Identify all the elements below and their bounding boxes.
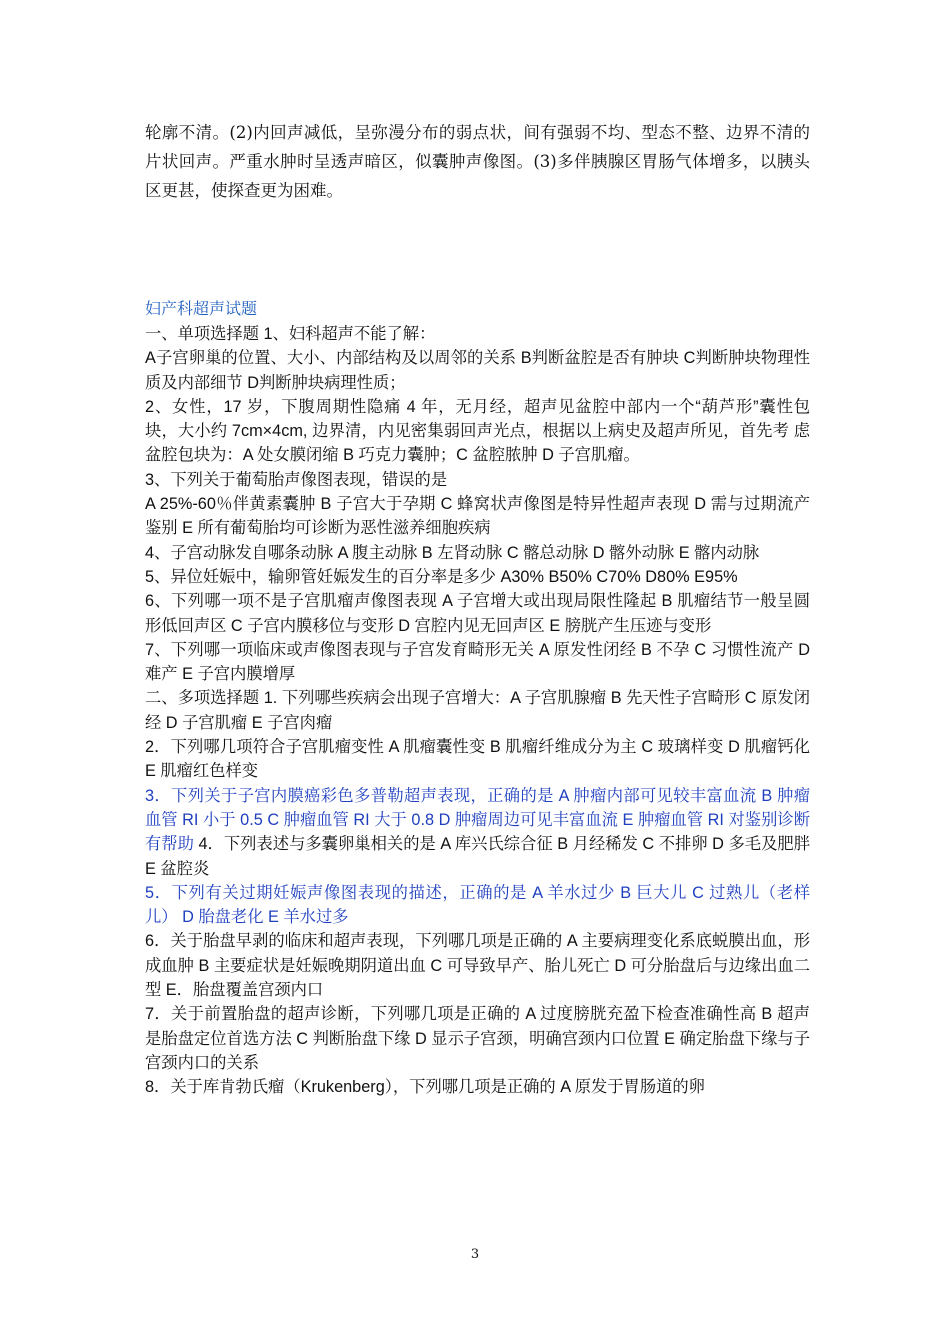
highlighted-question-text: 3．下列关于子宫内膜癌彩色多普勒超声表现，正确的是 A 肿瘤内部可见较丰富血流 B 肿瘤血管 RI 小于 0.5 C 肿瘤血管 RI 大于 0.8 D 肿瘤周边可见丰富血流 E 肿瘤血管 RI 对鉴别诊断有帮助	[145, 786, 810, 854]
question-item: 2．下列哪几项符合子宫肌瘤变性 A 肌瘤囊性变 B 肌瘤纤维成分为主 C 玻璃样变 D 肌瘤钙化 E 肌瘤红色样变	[145, 738, 810, 781]
question-item: 7、下列哪一项临床或声像图表现与子宫发育畸形无关 A 原发性闭经 B 不孕 C 习惯性流产 D 难产 E 子宫内膜增厚	[145, 640, 810, 684]
question-list	[145, 322, 810, 1100]
question-item: 6．关于胎盘早剥的临床和超声表现，下列哪几项是正确的 A 主要病理变化系底蜕膜出血，形成血肿 B 主要症状是妊娠晚期阴道出血 C 可导致早产、胎儿死亡 D 可分胎盘后与边缘出血二型 E．胎盘覆盖宫颈内口	[145, 932, 810, 1000]
question-item-highlighted: 5．下列有关过期妊娠声像图表现的描述，正确的是 A 羊水过少 B 巨大儿 C 过熟儿（老样儿） D 胎盘老化 E 羊水过多	[145, 883, 810, 927]
question-item: 一、单项选择题 1、妇科超声不能了解：	[145, 325, 436, 343]
question-item-highlighted	[145, 784, 810, 881]
question-item-tail: 4．下列表述与多囊卵巢相关的是 A 库兴氏综合征 B 月经稀发 C 不排卵 D 多毛及肥胖 E 盆腔炎	[145, 835, 810, 878]
section-title: 妇产科超声试题	[145, 301, 258, 318]
question-item: 7．关于前置胎盘的超声诊断，下列哪几项是正确的 A 过度膀胱充盈下检查准确性高 B 超声是胎盘定位首选方法 C 判断胎盘下缘 D 显示子宫颈，明确宫颈内口位置 E 确定胎盘下缘与子宫颈内口的关系	[145, 1005, 810, 1072]
question-item: 2、女性，17 岁，下腹周期性隐痛 4 年，无月经，超声见盆腔中部内一个“葫芦形”囊性包 块，大小约 7cm×4cm, 边界清，内见密集弱回声光点，根据以上病史及超声所见，首先考 虑盆腔包块为：A 处女膜闭缩 B 巧克力囊肿；C 盆腔脓肿 D 子宫肌瘤。	[145, 397, 810, 465]
question-item: 5、异位妊娠中，输卵管妊娠发生的百分率是多少 A30% B50% C70% D80% E95%	[145, 567, 738, 586]
intro-text: 轮廓不清。(2)内回声减低，呈弥漫分布的弱点状，间有强弱不均、型态不整、边界不清的片状回声。严重水肿时呈透声暗区，似囊肿声像图。(3)多伴胰腺区胃肠气体增多，以胰头区更甚，使探查更为困难。	[145, 123, 810, 200]
question-item: A子宫卵巢的位置、大小、内部结构及以周邻的关系 B判断盆腔是否有肿块 C判断肿块物理性质及内部细节 D判断肿块病理性质；	[145, 349, 810, 392]
question-item: 8．关于库肯勃氏瘤（Krukenberg），下列哪几项是正确的 A 原发于胃肠道的卵	[145, 1078, 705, 1097]
question-item: A 25%-60％伴黄素囊肿 B 子宫大于孕期 C 蜂窝状声像图是特异性超声表现 D 需与过期流产鉴别 E 所有葡萄胎均可诊断为恶性滋养细胞疾病	[145, 495, 810, 538]
question-item: 6、下列哪一项不是子宫肌瘤声像图表现 A 子宫增大或出现局限性隆起 B 肌瘤结节一般呈圆形低回声区 C 子宫内膜移位与变形 D 宫腔内见无回声区 E 膀胱产生压迹与变形	[145, 592, 810, 635]
intro-paragraph	[145, 118, 810, 205]
question-item: 二、多项选择题 1. 下列哪些疾病会出现子宫增大：A 子宫肌腺瘤 B 先天性子宫畸形 C 原发闭经 D 子宫肌瘤 E 子宫肉瘤	[145, 689, 810, 732]
question-item: 4、子宫动脉发自哪条动脉 A 腹主动脉 B 左肾动脉 C 髂总动脉 D 髂外动脉 E 髂内动脉	[145, 543, 760, 562]
page-number: 3	[470, 1247, 480, 1262]
question-item: 3、下列关于葡萄胎声像图表现，错误的是	[145, 470, 448, 489]
